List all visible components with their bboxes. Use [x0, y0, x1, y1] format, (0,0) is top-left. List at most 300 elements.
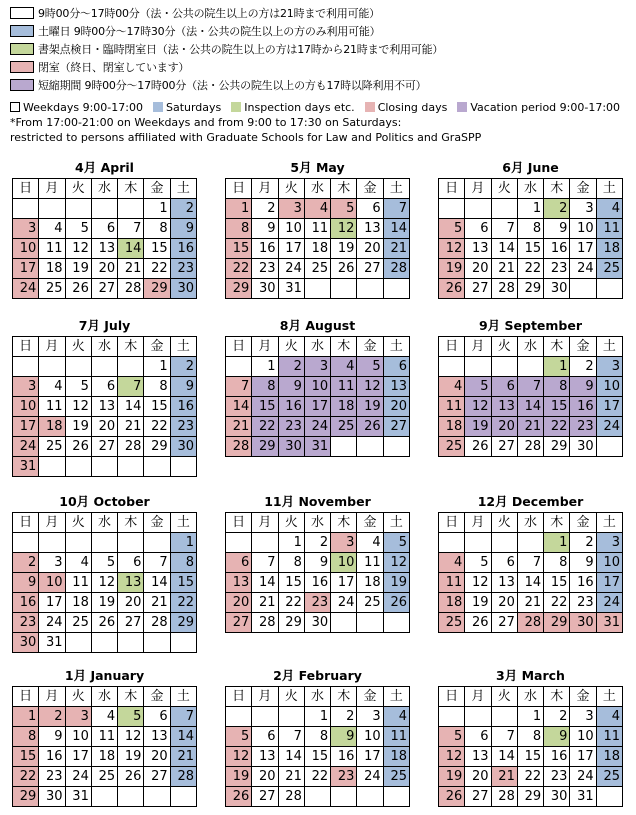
day-cell: 1 — [252, 357, 278, 377]
empty-cell — [596, 787, 622, 807]
day-cell: 5 — [331, 199, 357, 219]
day-cell: 10 — [13, 397, 39, 417]
day-cell: 28 — [226, 437, 252, 457]
day-cell: 1 — [278, 533, 304, 553]
day-cell: 28 — [517, 437, 543, 457]
weekday-header: 水 — [517, 687, 543, 707]
day-cell: 6 — [91, 219, 117, 239]
empty-cell — [13, 533, 39, 553]
month-title: 5月 May — [290, 160, 345, 175]
week-row — [439, 279, 623, 299]
weekday-header-row — [439, 337, 623, 357]
day-cell: 23 — [13, 613, 39, 633]
day-cell: 25 — [39, 279, 65, 299]
day-cell: 25 — [304, 259, 330, 279]
day-cell: 27 — [465, 787, 491, 807]
day-cell: 17 — [65, 747, 91, 767]
week-row — [439, 239, 623, 259]
day-cell: 5 — [439, 727, 465, 747]
day-cell: 21 — [491, 259, 517, 279]
day-cell: 5 — [465, 553, 491, 573]
day-cell: 25 — [39, 437, 65, 457]
week-row — [226, 397, 410, 417]
day-cell: 4 — [439, 553, 465, 573]
day-cell: 28 — [517, 613, 543, 633]
weekday-header: 日 — [226, 179, 252, 199]
day-cell: 25 — [357, 593, 383, 613]
day-cell: 15 — [13, 747, 39, 767]
empty-cell — [91, 457, 117, 477]
week-row — [13, 787, 197, 807]
day-cell: 27 — [226, 613, 252, 633]
month-grid — [225, 686, 410, 807]
day-cell: 24 — [39, 613, 65, 633]
day-cell: 21 — [170, 747, 196, 767]
day-cell: 15 — [144, 397, 170, 417]
week-row — [13, 259, 197, 279]
weekday-header: 土 — [596, 337, 622, 357]
day-cell: 23 — [170, 417, 196, 437]
day-cell: 28 — [252, 613, 278, 633]
day-cell: 21 — [144, 593, 170, 613]
legend-en-items — [10, 99, 630, 115]
week-row — [13, 357, 197, 377]
day-cell: 25 — [65, 613, 91, 633]
week-row — [13, 633, 197, 653]
day-cell: 2 — [170, 199, 196, 219]
day-cell: 23 — [304, 593, 330, 613]
legend-row-saturday — [10, 22, 610, 40]
empty-cell — [278, 707, 304, 727]
day-cell: 26 — [65, 437, 91, 457]
empty-cell — [65, 357, 91, 377]
day-cell: 12 — [357, 377, 383, 397]
day-cell: 25 — [439, 437, 465, 457]
day-cell: 15 — [517, 747, 543, 767]
day-cell: 29 — [544, 437, 570, 457]
day-cell: 6 — [226, 553, 252, 573]
day-cell: 26 — [91, 613, 117, 633]
legend-row-inspection — [10, 40, 610, 58]
week-row — [439, 377, 623, 397]
day-cell: 18 — [39, 259, 65, 279]
empty-cell — [13, 199, 39, 219]
empty-cell — [383, 613, 409, 633]
weekday-header: 日 — [439, 179, 465, 199]
day-cell: 17 — [596, 573, 622, 593]
legend-row-closing — [10, 58, 610, 76]
day-cell: 5 — [383, 533, 409, 553]
legend-english — [10, 99, 630, 145]
day-cell: 18 — [596, 747, 622, 767]
day-cell: 20 — [226, 593, 252, 613]
week-row — [439, 357, 623, 377]
day-cell: 8 — [517, 727, 543, 747]
week-row — [226, 437, 410, 457]
day-cell: 7 — [491, 727, 517, 747]
day-cell: 24 — [13, 279, 39, 299]
day-cell: 12 — [91, 573, 117, 593]
month-calendar — [225, 666, 410, 807]
empty-cell — [226, 533, 252, 553]
day-cell: 10 — [357, 727, 383, 747]
day-cell: 18 — [383, 747, 409, 767]
day-cell: 20 — [252, 767, 278, 787]
week-row — [226, 219, 410, 239]
day-cell: 29 — [517, 279, 543, 299]
day-cell: 28 — [170, 767, 196, 787]
day-cell: 26 — [226, 787, 252, 807]
empty-cell — [118, 787, 144, 807]
weekday-header: 月 — [465, 513, 491, 533]
day-cell: 15 — [304, 747, 330, 767]
weekday-header: 金 — [144, 337, 170, 357]
day-cell: 16 — [304, 573, 330, 593]
day-cell: 11 — [39, 239, 65, 259]
day-cell: 20 — [118, 593, 144, 613]
day-cell: 13 — [252, 747, 278, 767]
day-cell: 4 — [596, 707, 622, 727]
month-title: 9月 September — [478, 318, 583, 333]
weekday-header: 土 — [596, 687, 622, 707]
empty-cell — [226, 707, 252, 727]
day-cell: 2 — [170, 357, 196, 377]
week-row — [439, 259, 623, 279]
day-cell: 8 — [144, 219, 170, 239]
day-cell: 27 — [144, 767, 170, 787]
day-cell: 16 — [170, 397, 196, 417]
day-cell: 7 — [278, 727, 304, 747]
weekday-header: 火 — [491, 513, 517, 533]
day-cell: 17 — [570, 747, 596, 767]
empty-cell — [91, 787, 117, 807]
weekday-header: 日 — [439, 513, 465, 533]
empty-cell — [465, 357, 491, 377]
day-cell: 26 — [383, 593, 409, 613]
weekday-header-row — [13, 337, 197, 357]
empty-cell — [439, 357, 465, 377]
weekday-header: 水 — [91, 687, 117, 707]
day-cell: 6 — [491, 377, 517, 397]
weekday-header: 水 — [517, 513, 543, 533]
weekday-header: 月 — [252, 513, 278, 533]
empty-cell — [39, 533, 65, 553]
day-cell: 16 — [13, 593, 39, 613]
day-cell: 7 — [170, 707, 196, 727]
empty-cell — [331, 787, 357, 807]
week-row — [226, 613, 410, 633]
week-row — [439, 573, 623, 593]
empty-cell — [357, 787, 383, 807]
day-cell: 23 — [544, 259, 570, 279]
day-cell: 14 — [144, 573, 170, 593]
day-cell: 18 — [91, 747, 117, 767]
day-cell: 31 — [65, 787, 91, 807]
day-cell: 8 — [144, 377, 170, 397]
day-cell: 16 — [570, 573, 596, 593]
day-cell: 1 — [170, 533, 196, 553]
weekday-header: 土 — [596, 179, 622, 199]
empty-cell — [304, 279, 330, 299]
day-cell: 21 — [226, 417, 252, 437]
day-cell: 30 — [13, 633, 39, 653]
weekday-header: 水 — [91, 337, 117, 357]
day-cell: 30 — [170, 279, 196, 299]
empty-cell — [439, 533, 465, 553]
weekday-header: 金 — [144, 179, 170, 199]
day-cell: 4 — [304, 199, 330, 219]
day-cell: 15 — [170, 573, 196, 593]
day-cell: 1 — [13, 707, 39, 727]
weekday-header: 土 — [383, 513, 409, 533]
day-cell: 3 — [331, 533, 357, 553]
day-cell: 27 — [91, 279, 117, 299]
day-cell: 12 — [439, 747, 465, 767]
day-cell: 10 — [13, 239, 39, 259]
day-cell: 14 — [383, 219, 409, 239]
day-cell: 2 — [252, 199, 278, 219]
week-row — [439, 767, 623, 787]
day-cell: 20 — [357, 239, 383, 259]
day-cell: 16 — [278, 397, 304, 417]
day-cell: 9 — [39, 727, 65, 747]
day-cell: 11 — [596, 727, 622, 747]
saturday-en-swatch — [153, 102, 163, 112]
day-cell: 6 — [465, 219, 491, 239]
day-cell: 19 — [65, 417, 91, 437]
day-cell: 21 — [118, 417, 144, 437]
day-cell: 18 — [439, 417, 465, 437]
day-cell: 13 — [383, 377, 409, 397]
day-cell: 3 — [304, 357, 330, 377]
month-grid — [12, 336, 197, 477]
weekday-header: 金 — [357, 687, 383, 707]
day-cell: 3 — [39, 553, 65, 573]
weekday-header: 火 — [278, 687, 304, 707]
day-cell: 24 — [65, 767, 91, 787]
month-grid — [225, 178, 410, 299]
week-row — [226, 573, 410, 593]
day-cell: 31 — [13, 457, 39, 477]
day-cell: 25 — [439, 613, 465, 633]
weekday-header: 月 — [39, 687, 65, 707]
day-cell: 17 — [357, 747, 383, 767]
day-cell: 12 — [439, 239, 465, 259]
day-cell: 20 — [91, 259, 117, 279]
legend-row-vacation — [10, 76, 610, 94]
day-cell: 24 — [570, 767, 596, 787]
day-cell: 14 — [118, 239, 144, 259]
week-row — [226, 417, 410, 437]
week-row — [13, 279, 197, 299]
day-cell: 5 — [118, 707, 144, 727]
month-grid — [225, 512, 410, 633]
day-cell: 11 — [357, 553, 383, 573]
day-cell: 23 — [544, 767, 570, 787]
weekday-header: 月 — [39, 513, 65, 533]
day-cell: 12 — [65, 397, 91, 417]
day-cell: 18 — [331, 397, 357, 417]
weekday-header: 金 — [144, 687, 170, 707]
month-title: 4月 April — [75, 160, 134, 175]
day-cell: 19 — [91, 593, 117, 613]
weekday-header-row — [226, 687, 410, 707]
weekday-header: 日 — [226, 513, 252, 533]
weekday-header-row — [226, 513, 410, 533]
weekday-header: 水 — [91, 179, 117, 199]
empty-cell — [357, 279, 383, 299]
empty-cell — [596, 279, 622, 299]
empty-cell — [65, 199, 91, 219]
day-cell: 22 — [170, 593, 196, 613]
legend-note-1: *From 17:00-21:00 on Weekdays and from 9:00 to 17:30 on Saturdays: — [10, 116, 402, 129]
day-cell: 22 — [144, 417, 170, 437]
day-cell: 10 — [596, 553, 622, 573]
week-row — [226, 259, 410, 279]
day-cell: 9 — [170, 219, 196, 239]
day-cell: 6 — [252, 727, 278, 747]
day-cell: 20 — [491, 417, 517, 437]
weekday-header: 木 — [331, 687, 357, 707]
day-cell: 6 — [91, 377, 117, 397]
month-calendar — [225, 158, 410, 299]
week-row — [226, 707, 410, 727]
empty-cell — [331, 279, 357, 299]
legend-note-2: restricted to persons affiliated with Graduate Schools for Law and Politics and GraSPP — [10, 131, 482, 144]
day-cell: 2 — [570, 533, 596, 553]
day-cell: 29 — [252, 437, 278, 457]
day-cell: 13 — [226, 573, 252, 593]
week-row — [439, 553, 623, 573]
day-cell: 21 — [491, 767, 517, 787]
day-cell: 10 — [278, 219, 304, 239]
empty-cell — [39, 457, 65, 477]
month-calendar — [438, 492, 623, 633]
day-cell: 15 — [144, 239, 170, 259]
day-cell: 29 — [144, 437, 170, 457]
week-row — [226, 553, 410, 573]
day-cell: 16 — [544, 747, 570, 767]
day-cell: 4 — [65, 553, 91, 573]
empty-cell — [465, 707, 491, 727]
legend-en-closing — [365, 101, 448, 114]
week-row — [439, 747, 623, 767]
day-cell: 28 — [144, 613, 170, 633]
day-cell: 12 — [226, 747, 252, 767]
week-row — [226, 377, 410, 397]
weekday-header: 金 — [144, 513, 170, 533]
day-cell: 7 — [118, 377, 144, 397]
day-cell: 8 — [544, 377, 570, 397]
day-cell: 12 — [465, 573, 491, 593]
month-calendar — [12, 158, 197, 299]
day-cell: 8 — [278, 553, 304, 573]
empty-cell — [439, 199, 465, 219]
weekday-header: 金 — [357, 513, 383, 533]
day-cell: 4 — [91, 707, 117, 727]
weekday-header-row — [226, 179, 410, 199]
day-cell: 5 — [439, 219, 465, 239]
empty-cell — [491, 357, 517, 377]
day-cell: 17 — [13, 417, 39, 437]
weekday-header: 木 — [118, 337, 144, 357]
month-title: 3月 March — [496, 668, 565, 683]
empty-cell — [465, 533, 491, 553]
day-cell: 14 — [252, 573, 278, 593]
empty-cell — [65, 533, 91, 553]
inspection-swatch — [10, 43, 34, 55]
day-cell: 9 — [278, 377, 304, 397]
week-row — [439, 417, 623, 437]
day-cell: 23 — [278, 417, 304, 437]
weekday-header: 月 — [252, 179, 278, 199]
day-cell: 16 — [544, 239, 570, 259]
day-cell: 9 — [570, 377, 596, 397]
day-cell: 5 — [91, 553, 117, 573]
day-cell: 15 — [226, 239, 252, 259]
month-title: 2月 February — [273, 668, 362, 683]
month-calendar — [438, 666, 623, 807]
day-cell: 1 — [144, 199, 170, 219]
empty-cell — [13, 357, 39, 377]
week-row — [226, 279, 410, 299]
day-cell: 22 — [226, 259, 252, 279]
saturday-swatch — [10, 25, 34, 37]
month-grid — [438, 178, 623, 299]
day-cell: 6 — [491, 553, 517, 573]
month-calendar — [438, 316, 623, 457]
day-cell: 23 — [570, 417, 596, 437]
month-calendar — [438, 158, 623, 299]
day-cell: 6 — [144, 707, 170, 727]
week-row — [13, 727, 197, 747]
month-title: 7月 July — [78, 318, 131, 333]
day-cell: 9 — [570, 553, 596, 573]
weekday-header: 水 — [304, 513, 330, 533]
day-cell: 13 — [357, 219, 383, 239]
day-cell: 7 — [491, 219, 517, 239]
legend-text-weekday: 9時00分～17時00分（法・公共の院生以上の方は21時まで利用可能） — [38, 7, 380, 20]
day-cell: 30 — [544, 787, 570, 807]
week-row — [226, 357, 410, 377]
empty-cell — [118, 199, 144, 219]
day-cell: 9 — [13, 573, 39, 593]
day-cell: 6 — [465, 727, 491, 747]
week-row — [439, 533, 623, 553]
empty-cell — [304, 787, 330, 807]
day-cell: 13 — [118, 573, 144, 593]
legend-row-weekday — [10, 4, 610, 22]
month-grid — [225, 336, 410, 457]
month-grid — [12, 178, 197, 299]
legend-japanese — [10, 4, 610, 94]
empty-cell — [570, 279, 596, 299]
day-cell: 26 — [118, 767, 144, 787]
day-cell: 19 — [331, 239, 357, 259]
day-cell: 15 — [252, 397, 278, 417]
day-cell: 12 — [465, 397, 491, 417]
day-cell: 29 — [226, 279, 252, 299]
day-cell: 17 — [278, 239, 304, 259]
weekday-header: 水 — [517, 337, 543, 357]
day-cell: 24 — [278, 259, 304, 279]
weekday-header: 火 — [65, 337, 91, 357]
day-cell: 17 — [331, 573, 357, 593]
day-cell: 19 — [118, 747, 144, 767]
week-row — [13, 533, 197, 553]
week-row — [226, 767, 410, 787]
empty-cell — [491, 533, 517, 553]
